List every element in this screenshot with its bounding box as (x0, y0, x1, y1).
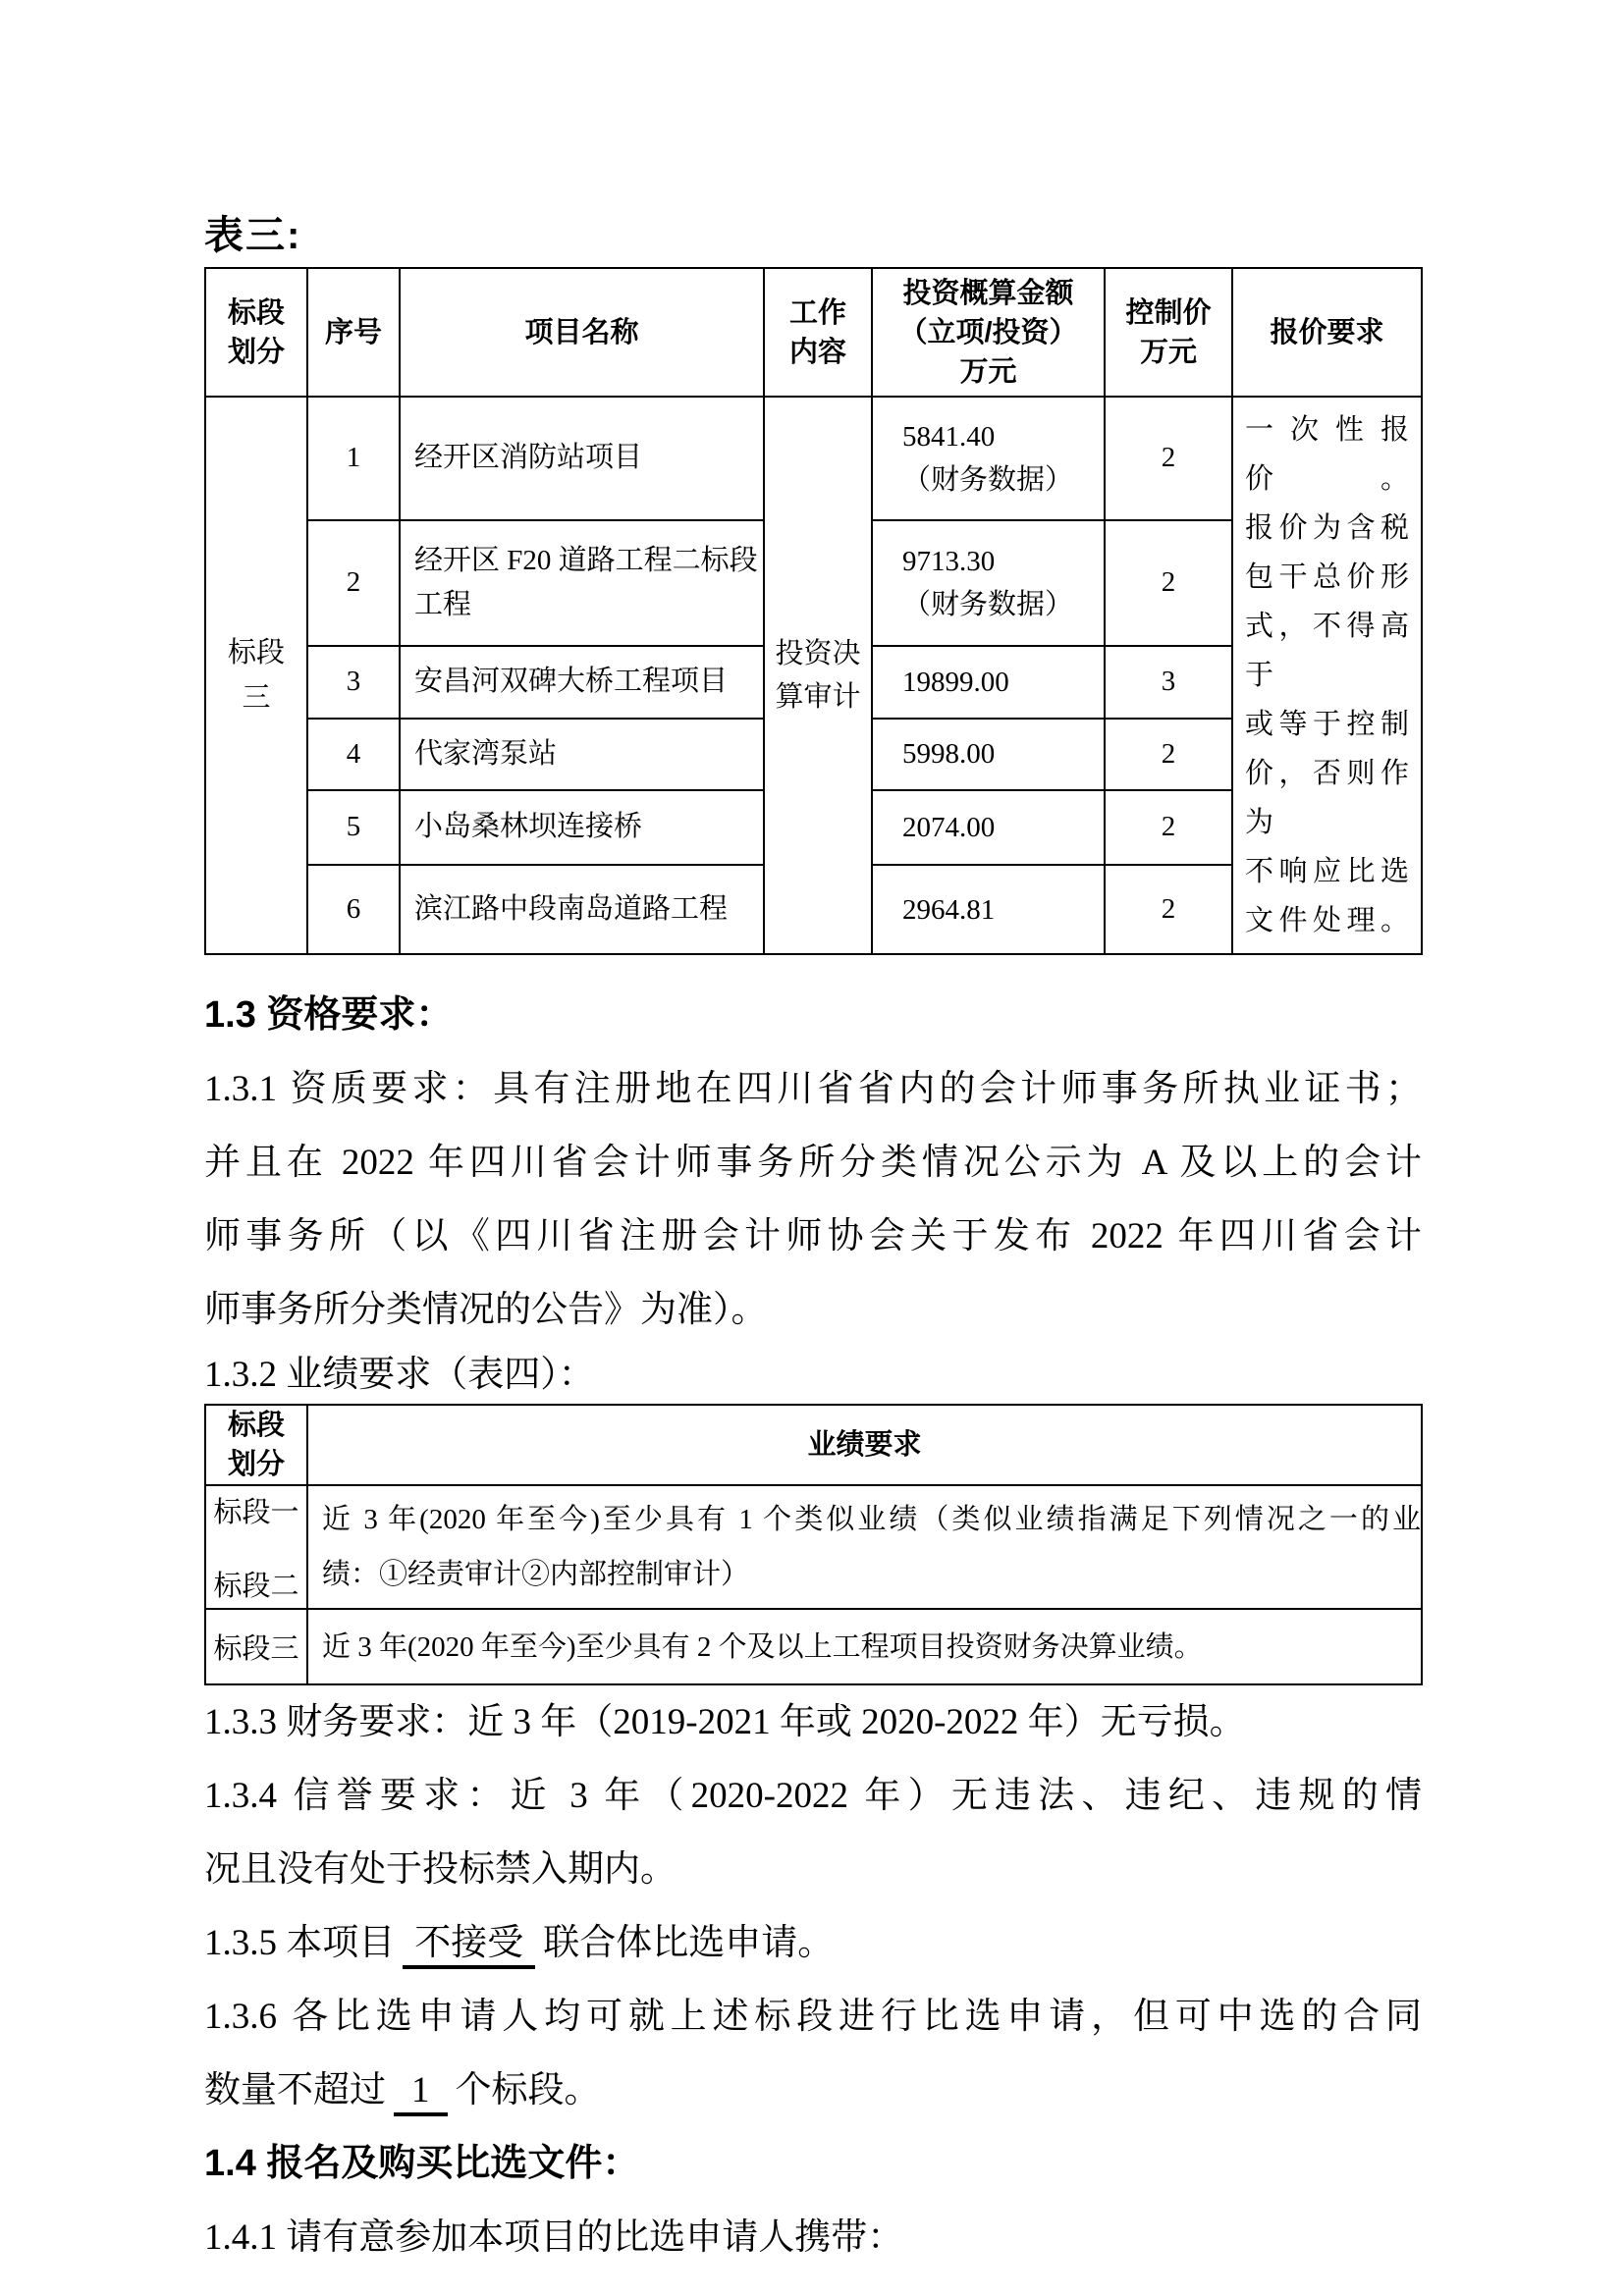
cell-quote-merged: 一次性报价。 报价为含税 包干总价形 式，不得高于 或等于控制 价，否则作为 不响应比选 文件处理。 (1232, 397, 1422, 954)
cell-project: 滨江路中段南岛道路工程 (400, 865, 764, 954)
cell-work-merged: 投资决 算审计 (764, 397, 872, 954)
cell-control: 3 (1105, 646, 1232, 719)
text-line: 师事务所分类情况的公告》为准）。 (204, 1290, 768, 1330)
cell-control: 2 (1105, 865, 1232, 954)
text-segment: 1.3.5 本项目 (204, 1923, 396, 1963)
text-line-1-3-4: 1.3.4 信誉要求：近 3 年（2020-2022 年）无违法、违纪、违规的情 (204, 1776, 1422, 1816)
table3-header-control: 控制价 万元 (1105, 268, 1232, 397)
cell-amount: 9713.30 （财务数据） (872, 520, 1105, 646)
cell-project: 小岛桑林坝连接桥 (400, 790, 764, 866)
table4-header-segment: 标段 划分 (205, 1405, 307, 1485)
table3-header-segment: 标段 划分 (205, 268, 307, 397)
table4-header-row (205, 1405, 1422, 1485)
text-line-1-3-6: 1.3.6 各比选申请人均可就上述标段进行比选申请，但可中选的合同 (204, 1997, 1422, 2037)
cell-amount: 2964.81 (872, 865, 1105, 954)
cell-segment-merged: 标段 三 (205, 397, 307, 954)
table4-header-requirement: 业绩要求 (307, 1405, 1422, 1485)
underlined-number: 1 (394, 2070, 448, 2116)
cell-segment: 标段一 标段二 (205, 1485, 307, 1609)
cell-no: 3 (307, 646, 400, 719)
table3-header-quote: 报价要求 (1232, 268, 1422, 397)
text-segment: 个标段。 (455, 2070, 601, 2110)
cell-control: 2 (1105, 790, 1232, 866)
section-heading-1-3-2: 1.3.2 业绩要求（表四）： (204, 1355, 595, 1395)
text-segment: 联合体比选申请。 (543, 1923, 835, 1963)
cell-no: 2 (307, 520, 400, 646)
cell-project: 经开区消防站项目 (400, 397, 764, 520)
text-line: 况且没有处于投标禁入期内。 (204, 1849, 677, 1890)
table3-header-project: 项目名称 (400, 268, 764, 397)
text-line-1-3-3: 1.3.3 财务要求：近 3 年（2019-2021 年或 2020-2022 年）无亏损。 (204, 1702, 1246, 1742)
table-row (205, 1609, 1422, 1684)
table-row (205, 1485, 1422, 1609)
cell-no: 4 (307, 719, 400, 790)
text-line: 师事务所（以《四川省注册会计师协会关于发布 2022 年四川省会计 (204, 1216, 1422, 1256)
cell-amount: 19899.00 (872, 646, 1105, 719)
text-segment: 数量不超过 (204, 2070, 386, 2110)
cell-segment: 标段三 (205, 1609, 307, 1684)
cell-amount: 5998.00 (872, 719, 1105, 790)
cell-no: 5 (307, 790, 400, 866)
section-heading-1-3: 1.3 资格要求： (204, 994, 454, 1036)
table3-header-amount: 投资概算金额 （立项/投资） 万元 (872, 268, 1105, 397)
cell-no: 1 (307, 397, 400, 520)
cell-requirement: 近 3 年(2020 年至今)至少具有 1 个类似业绩（类似业绩指满足下列情况之一的业 绩：①经责审计②内部控制审计） (307, 1485, 1422, 1609)
cell-amount: 5841.40 （财务数据） (872, 397, 1105, 520)
text-line: 并且在 2022 年四川省会计师事务所分类情况公示为 A 及以上的会计 (204, 1143, 1422, 1183)
cell-amount: 2074.00 (872, 790, 1105, 866)
cell-requirement: 近 3 年(2020 年至今)至少具有 2 个及以上工程项目投资财务决算业绩。 (307, 1609, 1422, 1684)
cell-project: 安昌河双碑大桥工程项目 (400, 646, 764, 719)
cell-project: 经开区 F20 道路工程二标段 工程 (400, 520, 764, 646)
table4 (204, 1404, 1423, 1685)
text-line-1-3-1: 1.3.1 资质要求：具有注册地在四川省省内的会计师事务所执业证书； (204, 1069, 1422, 1109)
text-line (204, 2054, 1422, 2127)
cell-control: 2 (1105, 397, 1232, 520)
table-row (205, 397, 1422, 520)
table3-header-no: 序号 (307, 268, 400, 397)
page-content (204, 210, 1422, 2274)
table3-header-row (205, 268, 1422, 397)
table3-caption: 表三: (204, 214, 302, 257)
table3-header-work: 工作 内容 (764, 268, 872, 397)
cell-no: 6 (307, 865, 400, 954)
underlined-text: 不接受 (403, 1923, 535, 1969)
text-line-1-4-1: 1.4.1 请有意参加本项目的比选申请人携带： (204, 2217, 904, 2258)
cell-control: 2 (1105, 719, 1232, 790)
cell-project: 代家湾泵站 (400, 719, 764, 790)
text-line-1-3-5 (204, 1906, 1422, 1980)
section-heading-1-4: 1.4 报名及购买比选文件： (204, 2143, 640, 2184)
cell-control: 2 (1105, 520, 1232, 646)
table3 (204, 267, 1423, 955)
